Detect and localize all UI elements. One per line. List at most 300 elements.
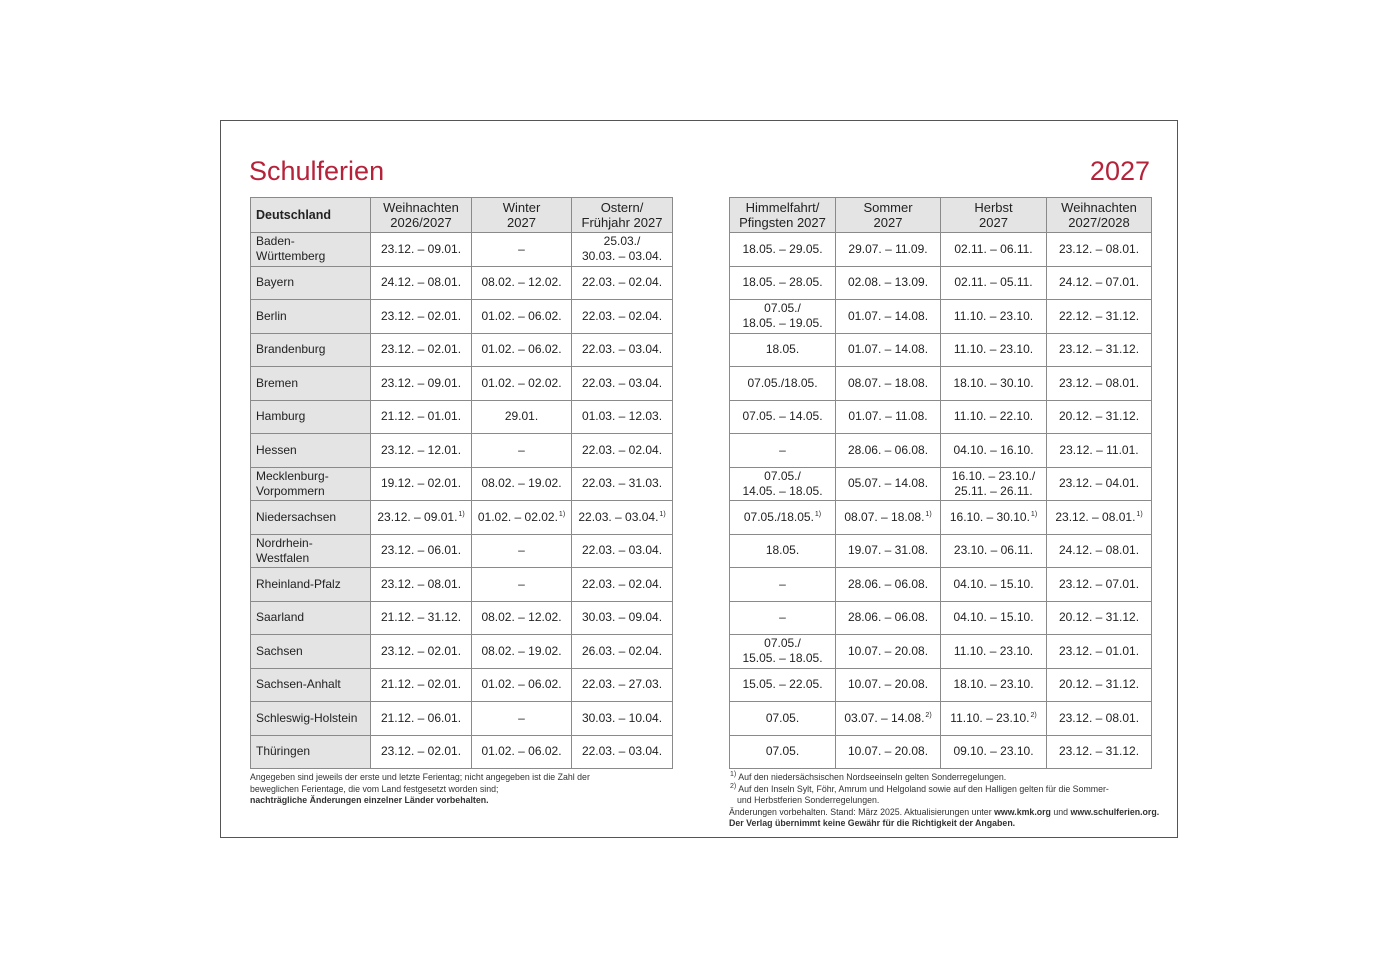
cell-text: Sachsen-Anhalt — [256, 677, 341, 692]
cell-text: 28.06. – 06.08. — [847, 576, 929, 591]
date-cell-ostern — [572, 266, 673, 300]
date-cell-pfingsten — [730, 333, 836, 367]
date-cell-weih — [371, 233, 472, 267]
column-header-ostern — [572, 198, 673, 233]
cell-text: 22.03. – 02.04. — [581, 442, 663, 457]
date-cell-weih — [371, 702, 472, 736]
date-cell-weih — [371, 434, 472, 468]
date-cell-sommer — [836, 601, 941, 635]
cell-text: 29.01. — [504, 409, 539, 424]
footnote-stand — [729, 807, 1169, 819]
footnote-line: Angegeben sind jeweils der erste und letzte Ferientag; nicht angegeben ist die Zahl der — [250, 772, 590, 782]
date-cell-sommer — [836, 266, 941, 300]
state-name-cell — [251, 266, 371, 300]
state-name-cell — [251, 233, 371, 267]
page-title: Schulferien — [249, 156, 385, 186]
link-schulferien[interactable]: www.schulferien.org. — [1070, 806, 1160, 817]
date-cell-herbst — [941, 501, 1047, 535]
cell-text: 19.07. – 31.08. — [847, 543, 929, 558]
cell-text: 23.12. – 11.01. — [1059, 442, 1139, 457]
date-cell-pfingsten — [730, 367, 836, 401]
date-cell-ostern — [572, 534, 673, 568]
table-row — [730, 735, 1152, 769]
cell-text: 30.03. – 03.04. — [581, 249, 663, 264]
cell-text: 23.12. – 08.01. — [1055, 509, 1136, 524]
cell-text: 23.12. – 06.01. — [380, 543, 462, 558]
date-cell-weih2 — [1047, 367, 1152, 401]
cell-text: Bayern — [256, 275, 295, 290]
footnote-1 — [729, 772, 1169, 784]
header-line: 2027 — [873, 215, 903, 230]
cell-text: 01.02. – 06.02. — [481, 677, 562, 692]
cell-text: 24.12. – 08.01. — [1058, 543, 1140, 558]
cell-text: Hessen — [256, 442, 297, 457]
footnote-text: und — [1050, 806, 1071, 817]
cell-text: 23.12. – 09.01. — [377, 509, 458, 524]
date-cell-herbst — [941, 601, 1047, 635]
table-header-row — [730, 198, 1152, 233]
date-cell-sommer — [836, 233, 941, 267]
date-cell-pfingsten — [730, 601, 836, 635]
footnote-marker: 1) — [458, 510, 465, 518]
date-cell-herbst — [941, 668, 1047, 702]
date-cell-herbst — [941, 467, 1047, 501]
cell-text: 02.11. – 05.11. — [954, 275, 1033, 290]
footnote-disclaimer: Der Verlag übernimmt keine Gewähr für die Richtigkeit der Angaben. — [729, 818, 1016, 828]
footnote-marker: 1) — [730, 771, 737, 779]
header-line: Weihnachten — [1061, 200, 1137, 215]
column-header-weihnachten-2026 — [371, 198, 472, 233]
footnote-marker: 1) — [814, 510, 822, 518]
date-cell-herbst — [941, 434, 1047, 468]
cell-text: 22.03. – 03.04. — [581, 744, 663, 759]
footnote-marker: 1) — [925, 510, 932, 518]
cell-text: 10.07. – 20.08. — [847, 744, 929, 759]
table-row — [251, 233, 673, 267]
table-row — [730, 367, 1152, 401]
table-row — [251, 467, 673, 501]
cell-text: 11.10. – 23.10. — [953, 308, 1034, 323]
cell-text: 18.05. — [765, 543, 800, 558]
table-row — [251, 635, 673, 669]
date-cell-ostern — [572, 501, 673, 535]
cell-text: 23.12. – 08.01. — [380, 576, 462, 591]
holiday-table-right — [729, 197, 1152, 769]
cell-text: 04.10. – 15.10. — [953, 576, 1034, 591]
cell-text: 18.05. – 28.05. — [742, 275, 823, 290]
footnote-text: Auf den Inseln Sylt, Föhr, Amrum und Helgoland sowie auf den Halligen gelten für die Sommer- — [738, 783, 1109, 794]
state-name-cell — [251, 668, 371, 702]
cell-text: 23.12. – 08.01. — [1058, 710, 1140, 725]
cell-text: 07.05. — [765, 744, 800, 759]
cell-text: 11.10. – 23.10. — [953, 643, 1034, 658]
cell-text: 02.08. – 13.09. — [847, 275, 929, 290]
date-cell-pfingsten — [730, 635, 836, 669]
date-cell-weih — [371, 333, 472, 367]
table-row — [730, 568, 1152, 602]
cell-text: 23.12. – 09.01. — [380, 241, 462, 256]
date-cell-weih2 — [1047, 434, 1152, 468]
cell-text: 18.05. — [765, 342, 800, 357]
cell-text: Brandenburg — [256, 342, 326, 357]
cell-text: 26.03. – 02.04. — [581, 643, 663, 658]
table-row — [730, 333, 1152, 367]
date-cell-pfingsten — [730, 233, 836, 267]
date-cell-sommer — [836, 300, 941, 334]
table-row — [730, 601, 1152, 635]
cell-text: 23.10. – 06.11. — [953, 543, 1034, 558]
date-cell-weih — [371, 568, 472, 602]
cell-text: 01.03. – 12.03. — [581, 409, 663, 424]
header-line: Frühjahr 2027 — [581, 215, 663, 230]
cell-text: 08.07. – 18.08. — [844, 509, 925, 524]
table-row — [730, 467, 1152, 501]
cell-text: 01.02. – 06.02. — [481, 308, 562, 323]
cell-text: 10.07. – 20.08. — [847, 677, 929, 692]
cell-text: 01.07. – 14.08. — [847, 342, 929, 357]
cell-text: 20.12. – 31.12. — [1058, 677, 1140, 692]
table-row — [251, 434, 673, 468]
cell-text: 30.03. – 09.04. — [581, 610, 663, 625]
header-line: Sommer — [863, 200, 913, 215]
cell-text: 01.02. – 02.02. — [481, 375, 562, 390]
date-cell-weih — [371, 467, 472, 501]
cell-text: 23.12. – 12.01. — [380, 442, 462, 457]
date-cell-sommer — [836, 501, 941, 535]
cell-text: 23.12. – 08.01. — [1058, 241, 1140, 256]
date-cell-pfingsten — [730, 501, 836, 535]
date-cell-weih2 — [1047, 534, 1152, 568]
date-cell-herbst — [941, 333, 1047, 367]
cell-text: 04.10. – 15.10. — [953, 610, 1034, 625]
cell-text: 08.07. – 18.08. — [847, 375, 929, 390]
date-cell-sommer — [836, 702, 941, 736]
table-row — [730, 501, 1152, 535]
footnote-marker: 2) — [730, 782, 737, 790]
cell-text: 18.10. – 23.10. — [953, 677, 1034, 692]
date-cell-ostern — [572, 635, 673, 669]
date-cell-winter — [472, 300, 572, 334]
cell-text: 18.05. – 29.05. — [742, 241, 823, 256]
date-cell-ostern — [572, 735, 673, 769]
date-cell-weih2 — [1047, 501, 1152, 535]
year-label: 2027 — [1089, 156, 1150, 186]
date-cell-weih2 — [1047, 300, 1152, 334]
table-row — [251, 333, 673, 367]
cell-text: 21.12. – 31.12. — [380, 610, 462, 625]
table-row — [251, 702, 673, 736]
state-name-cell — [251, 568, 371, 602]
date-cell-ostern — [572, 702, 673, 736]
cell-text: 08.02. – 12.02. — [481, 610, 562, 625]
date-cell-sommer — [836, 434, 941, 468]
header-line: Ostern/ — [600, 200, 644, 215]
cell-text: Mecklenburg- — [256, 468, 329, 483]
cell-text: Schleswig-Holstein — [256, 710, 358, 725]
date-cell-weih — [371, 601, 472, 635]
footnote-line: nachträgliche Änderungen einzelner Länder vorbehalten. — [250, 795, 489, 805]
cell-text: 23.12. – 02.01. — [380, 308, 462, 323]
cell-text: Westfalen — [256, 550, 310, 565]
state-name-cell — [251, 601, 371, 635]
header-line: 2027/2028 — [1068, 215, 1130, 230]
cell-text: 23.12. – 07.01. — [1058, 576, 1140, 591]
cell-text: 21.12. – 01.01. — [380, 409, 462, 424]
date-cell-pfingsten — [730, 534, 836, 568]
date-cell-herbst — [941, 534, 1047, 568]
cell-text: Württemberg — [256, 249, 326, 264]
date-cell-ostern — [572, 367, 673, 401]
cell-text: 22.12. – 31.12. — [1058, 308, 1140, 323]
cell-text: 23.12. – 08.01. — [1058, 375, 1140, 390]
header-line: 2027 — [979, 215, 1008, 230]
cell-text: Vorpommern — [256, 483, 325, 498]
date-cell-herbst — [941, 400, 1047, 434]
cell-text: 11.10. – 22.10. — [953, 409, 1034, 424]
date-cell-pfingsten — [730, 668, 836, 702]
date-cell-sommer — [836, 367, 941, 401]
cell-text: 23.12. – 02.01. — [380, 342, 462, 357]
date-cell-ostern — [572, 434, 673, 468]
cell-text: 08.02. – 19.02. — [481, 476, 562, 491]
cell-text: 07.05. — [765, 710, 800, 725]
cell-text: Berlin — [256, 308, 287, 323]
footnote-text: Änderungen vorbehalten. Stand: März 2025. Aktualisierungen unter — [729, 806, 995, 817]
date-cell-herbst — [941, 367, 1047, 401]
cell-text: – — [518, 576, 525, 591]
cell-text: 16.10. – 30.10. — [949, 509, 1030, 524]
footnote-right — [729, 772, 1169, 830]
date-cell-pfingsten — [730, 702, 836, 736]
column-header-herbst — [941, 198, 1047, 233]
cell-text: 22.03. – 27.03. — [581, 677, 663, 692]
table-row — [730, 702, 1152, 736]
cell-text: 20.12. – 31.12. — [1058, 409, 1140, 424]
state-name-cell — [251, 534, 371, 568]
footnote-line: beweglichen Ferientage, die vom Land festgesetzt worden sind; — [250, 783, 499, 794]
date-cell-weih2 — [1047, 467, 1152, 501]
date-cell-herbst — [941, 300, 1047, 334]
cell-text: 05.07. – 14.08. — [847, 476, 929, 491]
table-row — [730, 434, 1152, 468]
cell-text: 14.05. – 18.05. — [742, 483, 823, 498]
date-cell-weih — [371, 501, 472, 535]
footnote-text: Auf den niedersächsischen Nordseeinseln gelten Sonderregelungen. — [738, 772, 1007, 782]
date-cell-winter — [472, 668, 572, 702]
date-cell-weih — [371, 534, 472, 568]
cell-text: Bremen — [256, 375, 299, 390]
cell-text: 07.05./18.05. — [747, 375, 818, 390]
cell-text: Baden- — [256, 234, 295, 249]
date-cell-sommer — [836, 333, 941, 367]
footnote-marker: 1) — [558, 510, 566, 518]
date-cell-herbst — [941, 568, 1047, 602]
date-cell-weih2 — [1047, 601, 1152, 635]
cell-text: 25.11. – 26.11. — [954, 483, 1033, 498]
date-cell-weih — [371, 266, 472, 300]
cell-text: 19.12. – 02.01. — [380, 476, 462, 491]
cell-text: 23.12. – 01.01. — [1058, 643, 1140, 658]
cell-text: 01.02. – 02.02. — [477, 509, 558, 524]
state-name-cell — [251, 467, 371, 501]
date-cell-ostern — [572, 400, 673, 434]
cell-text: 07.05./ — [764, 468, 801, 483]
cell-text: 29.07. – 11.09. — [848, 241, 928, 256]
header-line: Weihnachten — [383, 200, 459, 215]
date-cell-winter — [472, 534, 572, 568]
table-row — [251, 668, 673, 702]
footnote-marker: 1) — [659, 510, 666, 518]
date-cell-winter — [472, 400, 572, 434]
date-cell-weih2 — [1047, 233, 1152, 267]
cell-text: – — [779, 442, 786, 457]
cell-text: 23.12. – 04.01. — [1058, 476, 1140, 491]
column-header-weihnachten-2027 — [1047, 198, 1152, 233]
date-cell-weih — [371, 367, 472, 401]
cell-text: 07.05./ — [764, 301, 801, 316]
cell-text: 22.03. – 03.04. — [581, 543, 663, 558]
date-cell-pfingsten — [730, 467, 836, 501]
date-cell-weih — [371, 635, 472, 669]
table-row — [730, 635, 1152, 669]
date-cell-ostern — [572, 467, 673, 501]
cell-text: Hamburg — [256, 409, 306, 424]
footnote-marker: 1) — [1030, 510, 1038, 518]
holiday-table-left — [250, 197, 673, 769]
cell-text: Saarland — [256, 610, 305, 625]
table-header-row — [251, 198, 673, 233]
date-cell-weih2 — [1047, 735, 1152, 769]
date-cell-winter — [472, 266, 572, 300]
date-cell-pfingsten — [730, 568, 836, 602]
table-row — [251, 266, 673, 300]
cell-text: 22.03. – 03.04. — [578, 509, 659, 524]
cell-text: 30.03. – 10.04. — [581, 710, 663, 725]
cell-text: 16.10. – 23.10./ — [951, 468, 1036, 483]
cell-text: 21.12. – 06.01. — [380, 710, 462, 725]
date-cell-winter — [472, 601, 572, 635]
date-cell-winter — [472, 568, 572, 602]
state-name-cell — [251, 434, 371, 468]
cell-text: 24.12. – 08.01. — [380, 275, 462, 290]
date-cell-herbst — [941, 735, 1047, 769]
state-name-cell — [251, 501, 371, 535]
column-header-sommer — [836, 198, 941, 233]
footnote-line: und Herbstferien Sonderregelungen. — [737, 795, 880, 805]
cell-text: 22.03. – 03.04. — [581, 342, 663, 357]
cell-text: 08.02. – 19.02. — [481, 643, 562, 658]
cell-text: 10.07. – 20.08. — [847, 643, 929, 658]
date-cell-weih — [371, 400, 472, 434]
date-cell-weih — [371, 735, 472, 769]
cell-text: 01.07. – 14.08. — [847, 308, 929, 323]
state-name-cell — [251, 400, 371, 434]
date-cell-winter — [472, 434, 572, 468]
cell-text: 22.03. – 02.04. — [581, 308, 663, 323]
cell-text: Niedersachsen — [256, 509, 337, 524]
date-cell-weih2 — [1047, 635, 1152, 669]
cell-text: 04.10. – 16.10. — [953, 442, 1034, 457]
date-cell-pfingsten — [730, 266, 836, 300]
table-row — [730, 668, 1152, 702]
cell-text: 15.05. – 18.05. — [742, 651, 823, 666]
date-cell-ostern — [572, 233, 673, 267]
cell-text: 18.05. – 19.05. — [742, 316, 823, 331]
cell-text: 23.12. – 02.01. — [380, 643, 462, 658]
date-cell-herbst — [941, 233, 1047, 267]
table-row — [730, 233, 1152, 267]
cell-text: 28.06. – 06.08. — [847, 442, 929, 457]
cell-text: 11.10. – 23.10. — [953, 342, 1034, 357]
date-cell-sommer — [836, 668, 941, 702]
cell-text: 22.03. – 03.04. — [581, 375, 663, 390]
cell-text: 07.05./18.05. — [743, 509, 814, 524]
cell-text: 24.12. – 07.01. — [1058, 275, 1140, 290]
date-cell-ostern — [572, 601, 673, 635]
date-cell-ostern — [572, 300, 673, 334]
cell-text: 28.06. – 06.08. — [847, 610, 929, 625]
cell-text: Nordrhein- — [256, 535, 313, 550]
link-kmk[interactable]: www.kmk.org — [994, 806, 1051, 817]
date-cell-sommer — [836, 534, 941, 568]
date-cell-sommer — [836, 635, 941, 669]
date-cell-winter — [472, 367, 572, 401]
table-row — [730, 534, 1152, 568]
date-cell-sommer — [836, 735, 941, 769]
cell-text: – — [518, 442, 525, 457]
date-cell-sommer — [836, 568, 941, 602]
date-cell-weih2 — [1047, 266, 1152, 300]
cell-text: 23.12. – 02.01. — [380, 744, 462, 759]
cell-text: 01.02. – 06.02. — [481, 744, 562, 759]
header-line: Herbst — [974, 200, 1013, 215]
date-cell-weih — [371, 300, 472, 334]
date-cell-weih — [371, 668, 472, 702]
cell-text: 22.03. – 31.03. — [581, 476, 663, 491]
cell-text: Thüringen — [256, 744, 311, 759]
table-row — [251, 400, 673, 434]
cell-text: 07.05./ — [764, 636, 801, 651]
footnote-marker: 2) — [925, 711, 932, 719]
date-cell-winter — [472, 467, 572, 501]
date-cell-herbst — [941, 266, 1047, 300]
header-line: Himmelfahrt/ — [745, 200, 820, 215]
cell-text: 09.10. – 23.10. — [953, 744, 1034, 759]
date-cell-weih2 — [1047, 333, 1152, 367]
date-cell-pfingsten — [730, 400, 836, 434]
cell-text: 03.07. – 14.08. — [844, 710, 925, 725]
cell-text: – — [518, 710, 525, 725]
cell-text: 07.05. – 14.05. — [742, 409, 823, 424]
footnote-2 — [729, 784, 1169, 796]
cell-text: – — [779, 610, 786, 625]
state-name-cell — [251, 702, 371, 736]
date-cell-winter — [472, 635, 572, 669]
footnote-left — [250, 772, 690, 807]
state-name-cell — [251, 735, 371, 769]
table-row — [251, 300, 673, 334]
table-row — [730, 266, 1152, 300]
date-cell-winter — [472, 735, 572, 769]
column-header-state: Deutschland — [251, 198, 371, 233]
header-line: 2027 — [507, 215, 536, 230]
date-cell-pfingsten — [730, 300, 836, 334]
table-row — [251, 568, 673, 602]
footnote-marker: 2) — [1030, 711, 1037, 719]
date-cell-winter — [472, 702, 572, 736]
date-cell-herbst — [941, 635, 1047, 669]
state-name-cell — [251, 300, 371, 334]
